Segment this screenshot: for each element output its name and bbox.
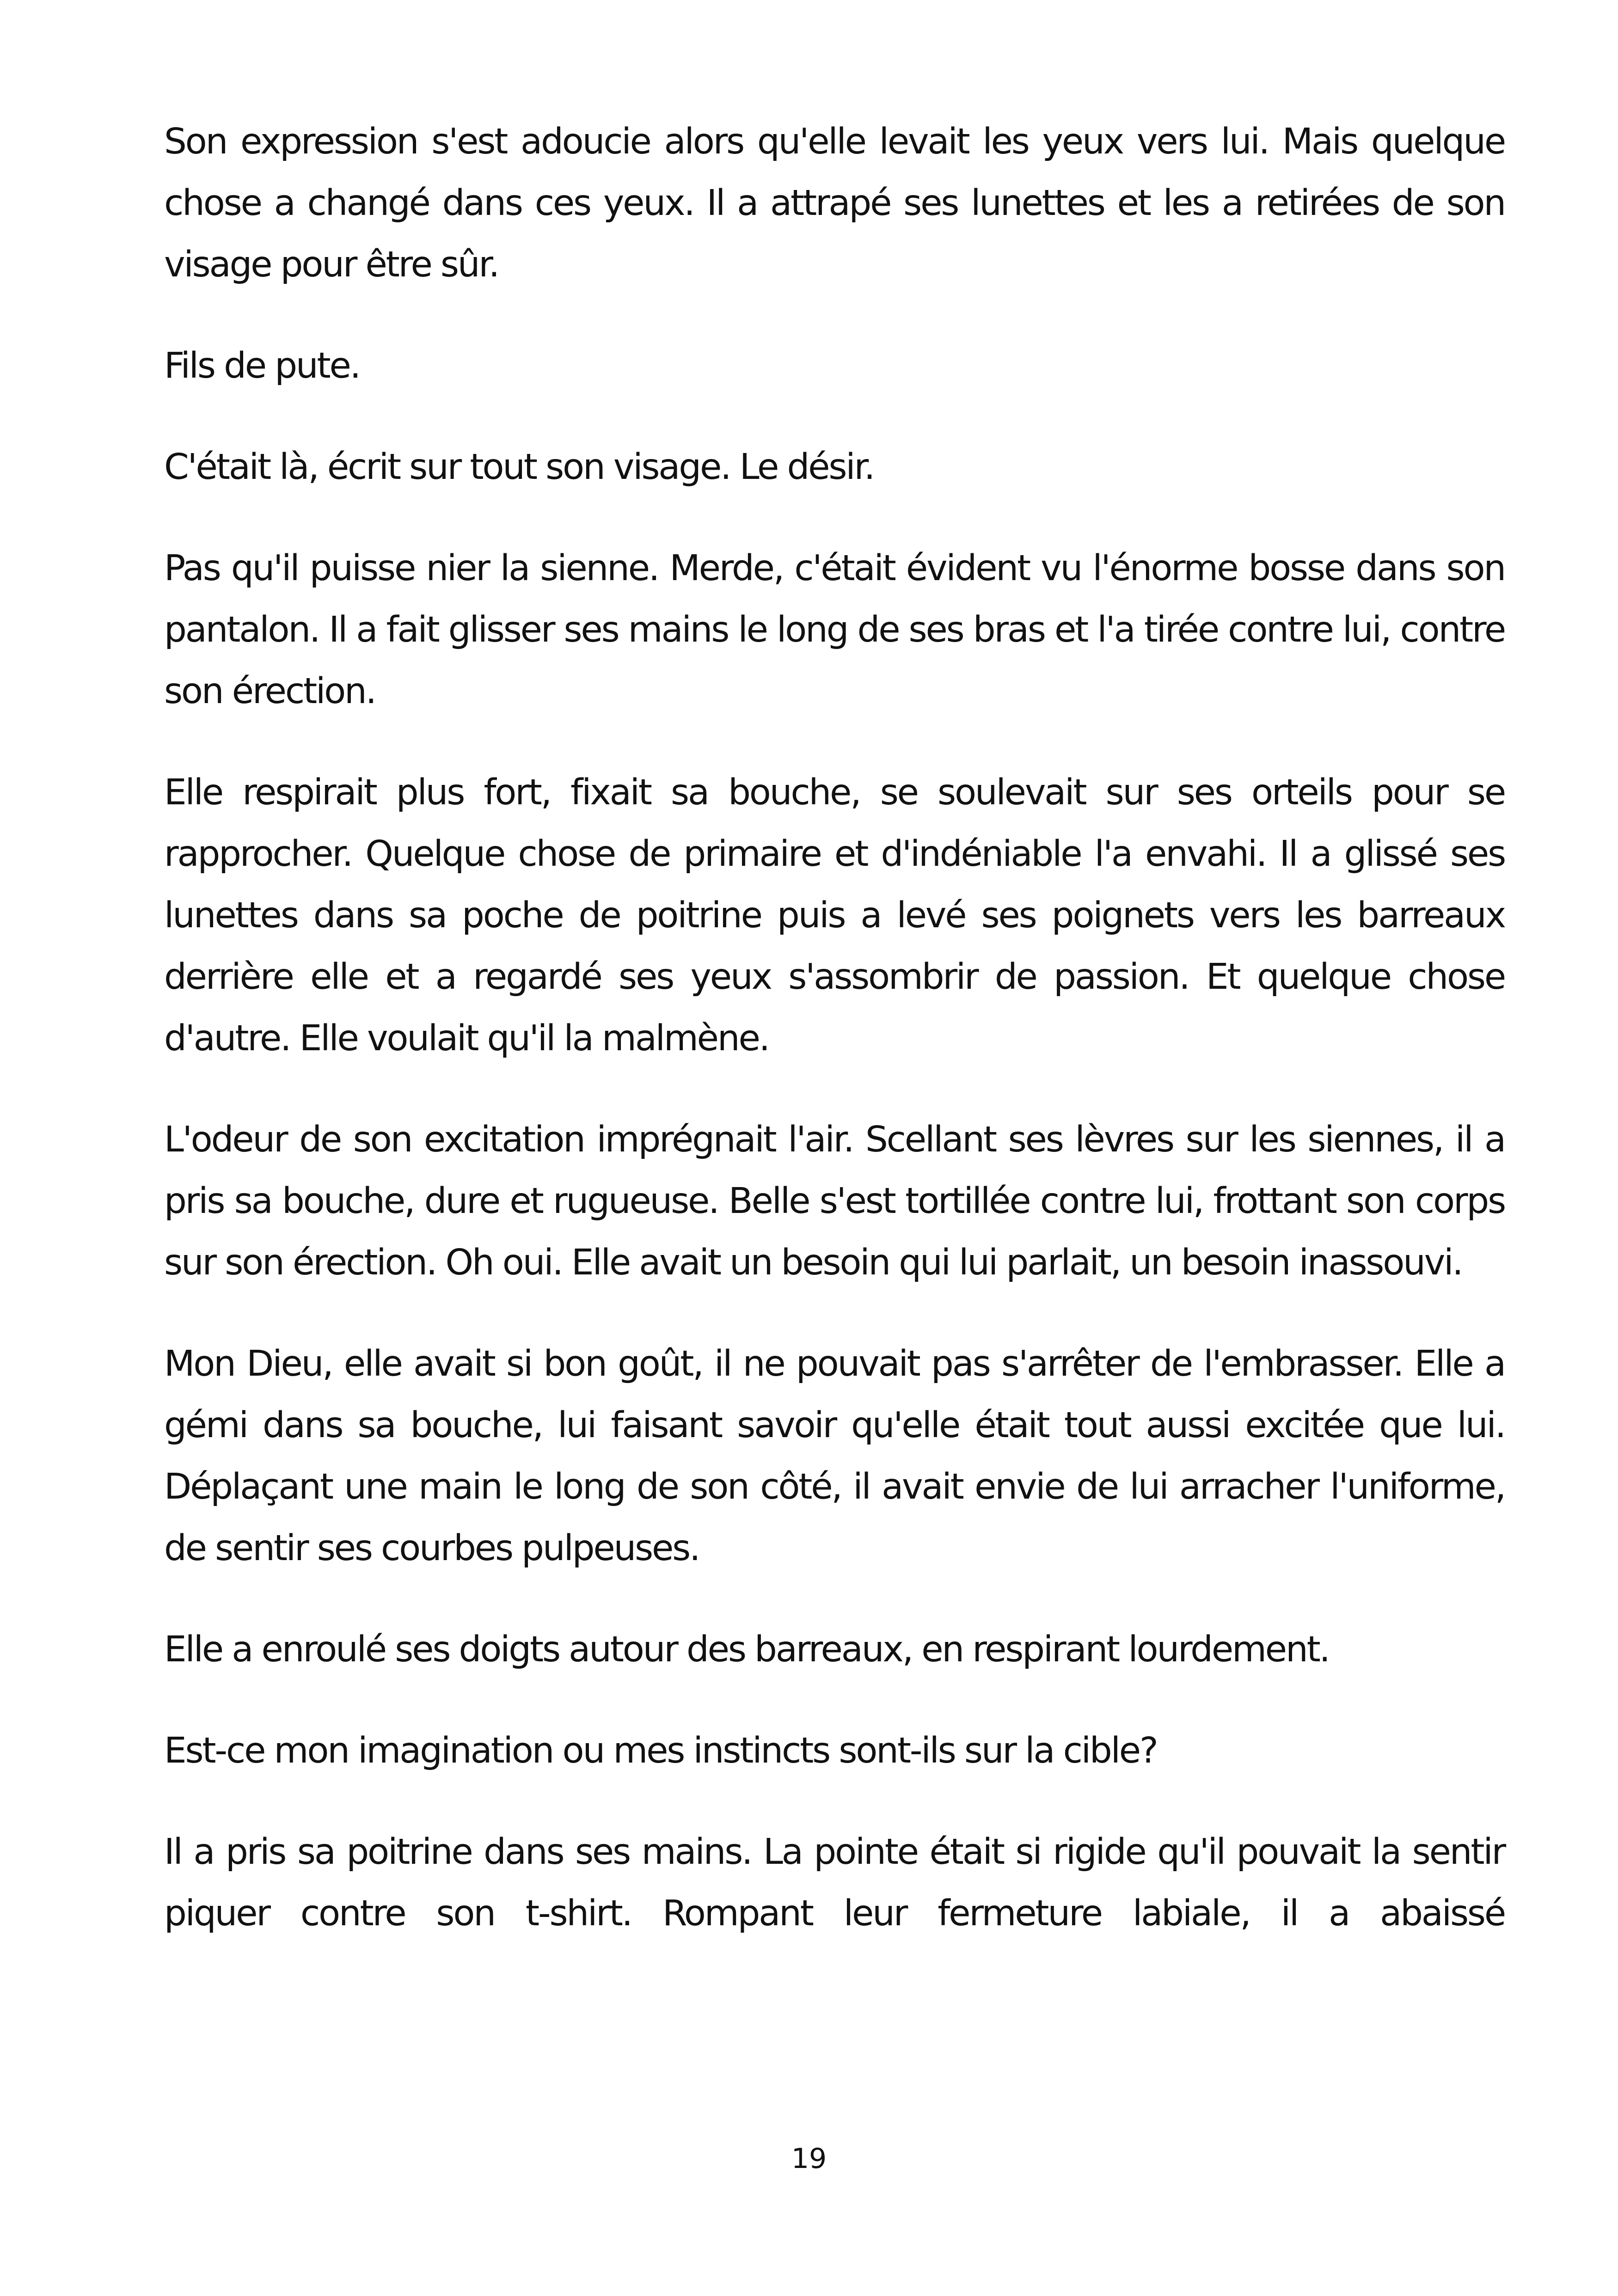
paragraph-9: Est-ce mon imagination ou mes instincts sont-ils sur la cible? — [164, 1730, 1157, 1771]
paragraph-3: C'était là, écrit sur tout son visage. Le désir. — [164, 447, 874, 488]
paragraph-4: Pas qu'il puisse nier la sienne. Merde, c'était évident vu l'énorme bosse dans son pantalon. Il a fait glisser ses mains le long de ses bras et l'a tirée contre lui, contre son érection. — [164, 548, 1505, 712]
paragraph-8: Elle a enroulé ses doigts autour des barreaux, en respirant lourdement. — [164, 1629, 1329, 1670]
paragraph-7: Mon Dieu, elle avait si bon goût, il ne pouvait pas s'arrêter de l'embrasser. Elle a gémi dans sa bouche, lui faisant savoir qu'elle était tout aussi excitée que lui. Déplaçant une main le long de son côté, il avait envie de lui arracher l'uniforme, de sentir ses courbes pulpeuses. — [164, 1343, 1505, 1569]
paragraph-5: Elle respirait plus fort, fixait sa bouche, se soulevait sur ses orteils pour se rapprocher. Quelque chose de primaire et d'indéniable l'a envahi. Il a glissé ses lunettes dans sa poche de poitrine puis a levé ses poignets vers les barreaux derrière elle et a regardé ses yeux s'assombrir de passion. Et quelque chose d'autre. Elle voulait qu'il la malmène. — [164, 772, 1505, 1059]
page-number: 19 — [791, 2143, 827, 2175]
paragraph-10: Il a pris sa poitrine dans ses mains. La pointe était si rigide qu'il pouvait la sentir piquer contre son t-shirt. Rompant leur fermeture labiale, il a abaissé — [164, 1831, 1505, 1934]
paragraph-6: L'odeur de son excitation imprégnait l'air. Scellant ses lèvres sur les siennes, il a pris sa bouche, dure et rugueuse. Belle s'est tortillée contre lui, frottant son corps sur son érection. Oh oui. Elle avait un besoin qui lui parlait, un besoin inassouvi. — [164, 1119, 1505, 1283]
document-body — [164, 111, 1505, 1984]
paragraph-1: Son expression s'est adoucie alors qu'elle levait les yeux vers lui. Mais quelque chose a changé dans ces yeux. Il a attrapé ses lunettes et les a retirées de son visage pour être sûr. — [164, 121, 1505, 285]
paragraph-2: Fils de pute. — [164, 345, 360, 386]
